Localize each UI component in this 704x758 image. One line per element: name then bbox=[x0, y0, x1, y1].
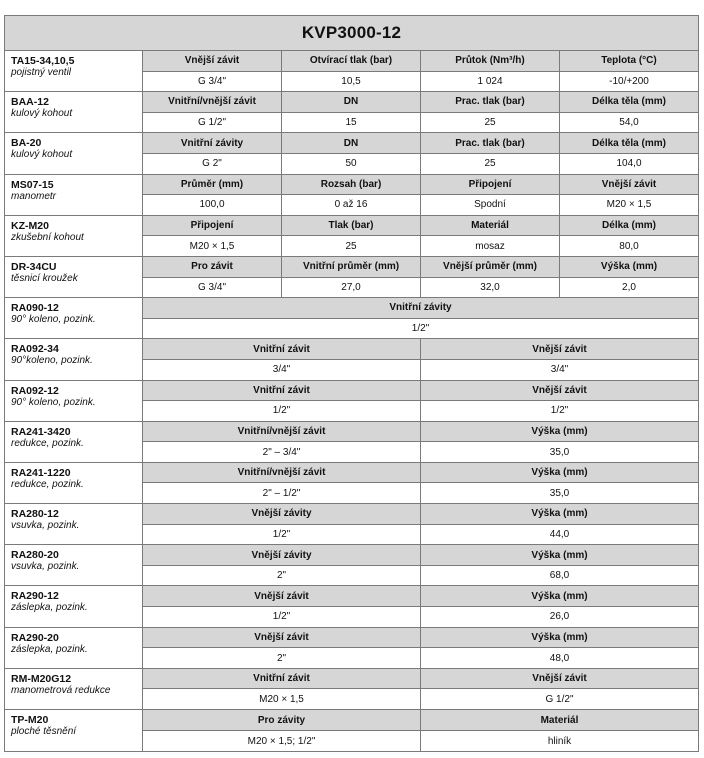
spec-value-cell: 2" bbox=[143, 566, 421, 586]
product-block bbox=[5, 628, 698, 669]
spec-header-cell: Vnitřní závit bbox=[143, 669, 421, 689]
spec-grid bbox=[143, 504, 698, 544]
spec-value-cell: mosaz bbox=[421, 236, 560, 256]
spec-header-row bbox=[143, 586, 698, 607]
product-name-cell bbox=[5, 92, 143, 132]
spec-grid bbox=[143, 133, 698, 173]
spec-value-cell: 1 024 bbox=[421, 72, 560, 92]
spec-header-cell: Výška (mm) bbox=[531, 508, 588, 520]
spec-value-cell: G 1/2" bbox=[143, 113, 282, 133]
product-block bbox=[5, 463, 698, 504]
spec-header-cell: Vnitřní/vnější závit bbox=[143, 92, 282, 112]
product-code: KZ-M20 bbox=[11, 219, 49, 232]
spec-value-cell: 25 bbox=[282, 236, 421, 256]
spec-value-row bbox=[143, 72, 698, 92]
spec-header-row bbox=[143, 422, 698, 443]
spec-header-cell: Pro závit bbox=[143, 257, 282, 277]
product-code: BAA-12 bbox=[11, 96, 49, 109]
spec-value-cell: 35,0 bbox=[549, 487, 570, 499]
product-block bbox=[5, 339, 698, 380]
product-description: záslepka, pozink. bbox=[11, 643, 88, 655]
spec-header-cell: Vnější závit bbox=[143, 628, 421, 648]
sheet-title: KVP3000-12 bbox=[5, 16, 698, 51]
spec-header-cell: Vnitřní závit bbox=[143, 381, 421, 401]
spec-value-cell: 1/2" bbox=[550, 405, 569, 417]
spec-header-row bbox=[143, 175, 698, 196]
product-code: RA092-12 bbox=[11, 384, 59, 397]
spec-header-cell: Materiál bbox=[540, 714, 579, 726]
spec-header-row bbox=[143, 710, 698, 731]
spec-header-row bbox=[143, 51, 698, 72]
spec-header-cell: Výška (mm) bbox=[531, 631, 588, 643]
spec-header-row bbox=[143, 463, 698, 484]
spec-value-row bbox=[143, 360, 698, 380]
spec-value-cell: 100,0 bbox=[143, 195, 282, 215]
spec-header-cell: Rozsah (bar) bbox=[282, 175, 421, 195]
product-description: vsuvka, pozink. bbox=[11, 520, 80, 532]
spec-header-cell: DN bbox=[282, 133, 421, 153]
spec-header-cell: Výška (mm) bbox=[531, 467, 588, 479]
spec-header-cell: Vnitřní závity bbox=[389, 302, 452, 314]
product-block bbox=[5, 545, 698, 586]
product-name-cell bbox=[5, 216, 143, 256]
product-name-cell bbox=[5, 669, 143, 709]
spec-value-cell: 104,0 bbox=[616, 158, 642, 170]
spec-grid bbox=[143, 51, 698, 91]
spec-value-cell: G 2" bbox=[143, 154, 282, 174]
product-name-cell bbox=[5, 710, 143, 751]
spec-grid bbox=[143, 422, 698, 462]
spec-value-cell: 25 bbox=[421, 154, 560, 174]
product-block bbox=[5, 216, 698, 257]
spec-value-cell: G 3/4" bbox=[143, 72, 282, 92]
spec-value-cell: M20 × 1,5 bbox=[606, 199, 652, 211]
product-description: kulový kohout bbox=[11, 149, 73, 161]
product-list bbox=[5, 51, 698, 751]
spec-value-cell: 1/2" bbox=[143, 607, 421, 627]
spec-value-row bbox=[143, 525, 698, 545]
product-description: těsnicí kroužek bbox=[11, 272, 78, 284]
product-name-cell bbox=[5, 504, 143, 544]
product-description: redukce, pozink. bbox=[11, 478, 84, 490]
product-name-cell bbox=[5, 339, 143, 379]
spec-header-row bbox=[143, 298, 698, 319]
spec-value-cell: hliník bbox=[547, 735, 572, 747]
spec-header-row bbox=[143, 545, 698, 566]
product-code: DR-34CU bbox=[11, 260, 57, 273]
product-code: RA290-20 bbox=[11, 631, 59, 644]
spec-grid bbox=[143, 463, 698, 503]
product-code: RA280-12 bbox=[11, 508, 59, 521]
spec-header-row bbox=[143, 216, 698, 237]
spec-header-cell: Délka (mm) bbox=[602, 220, 656, 232]
spec-value-cell: 3/4" bbox=[143, 360, 421, 380]
spec-header-row bbox=[143, 381, 698, 402]
product-name-cell bbox=[5, 51, 143, 91]
spec-value-cell: 1/2" bbox=[143, 525, 421, 545]
spec-grid bbox=[143, 381, 698, 421]
spec-header-cell: Tlak (bar) bbox=[282, 216, 421, 236]
product-block bbox=[5, 504, 698, 545]
product-block bbox=[5, 381, 698, 422]
spec-header-cell: Připojení bbox=[143, 216, 282, 236]
product-block bbox=[5, 710, 698, 751]
spec-value-cell: 35,0 bbox=[549, 446, 570, 458]
product-description: kulový kohout bbox=[11, 108, 73, 120]
spec-header-cell: Výška (mm) bbox=[531, 590, 588, 602]
product-description: 90°koleno, pozink. bbox=[11, 355, 93, 367]
spec-header-cell: Materiál bbox=[421, 216, 560, 236]
spec-value-cell: 50 bbox=[282, 154, 421, 174]
spec-grid bbox=[143, 628, 698, 668]
product-name-cell bbox=[5, 545, 143, 585]
spec-header-cell: DN bbox=[282, 92, 421, 112]
product-code: MS07-15 bbox=[11, 178, 54, 191]
spec-header-row bbox=[143, 92, 698, 113]
spec-value-row bbox=[143, 319, 698, 339]
spec-header-cell: Vnější závit bbox=[532, 673, 587, 685]
spec-header-cell: Vnější závit bbox=[532, 384, 587, 396]
spec-sheet bbox=[4, 15, 699, 752]
spec-header-cell: Průměr (mm) bbox=[143, 175, 282, 195]
spec-header-cell: Teplota (°C) bbox=[601, 55, 657, 67]
spec-grid bbox=[143, 216, 698, 256]
spec-value-cell: -10/+200 bbox=[609, 75, 649, 87]
spec-value-cell: G 1/2" bbox=[545, 693, 574, 705]
product-description: pojistný ventil bbox=[11, 67, 72, 78]
product-block bbox=[5, 51, 698, 92]
spec-header-row bbox=[143, 628, 698, 649]
product-description: záslepka, pozink. bbox=[11, 602, 88, 614]
spec-header-cell: Vnitřní závit bbox=[143, 339, 421, 359]
spec-value-cell: M20 × 1,5; 1/2" bbox=[143, 731, 421, 751]
spec-header-cell: Vnější závit bbox=[532, 343, 587, 355]
spec-header-cell: Prac. tlak (bar) bbox=[421, 92, 560, 112]
spec-value-cell: M20 × 1,5 bbox=[143, 689, 421, 709]
spec-value-cell: 2" bbox=[143, 648, 421, 668]
spec-grid bbox=[143, 710, 698, 751]
product-block bbox=[5, 175, 698, 216]
product-description: ploché těsnění bbox=[11, 726, 77, 737]
spec-value-cell: 48,0 bbox=[549, 652, 570, 664]
spec-value-cell: 26,0 bbox=[549, 611, 570, 623]
product-name-cell bbox=[5, 586, 143, 626]
product-name-cell bbox=[5, 381, 143, 421]
spec-header-row bbox=[143, 257, 698, 278]
spec-header-cell: Pro závity bbox=[143, 710, 421, 730]
spec-header-cell: Délka těla (mm) bbox=[592, 137, 666, 149]
product-description: zkušební kohout bbox=[11, 231, 84, 243]
spec-header-cell: Vnější závit bbox=[143, 51, 282, 71]
spec-value-row bbox=[143, 195, 698, 215]
spec-value-row bbox=[143, 483, 698, 503]
spec-value-row bbox=[143, 401, 698, 421]
product-block bbox=[5, 92, 698, 133]
spec-value-row bbox=[143, 731, 698, 751]
product-name-cell bbox=[5, 463, 143, 503]
product-code: TA15-34,10,5 bbox=[11, 55, 75, 67]
spec-value-cell: 44,0 bbox=[549, 528, 570, 540]
product-block bbox=[5, 422, 698, 463]
product-block bbox=[5, 586, 698, 627]
product-block bbox=[5, 257, 698, 298]
product-description: 90° koleno, pozink. bbox=[11, 314, 96, 326]
spec-value-cell: 10,5 bbox=[282, 72, 421, 92]
spec-header-cell: Výška (mm) bbox=[531, 425, 588, 437]
product-code: RA092-34 bbox=[11, 343, 59, 356]
spec-value-cell: 3/4" bbox=[550, 364, 569, 376]
spec-header-row bbox=[143, 133, 698, 154]
spec-value-row bbox=[143, 648, 698, 668]
spec-header-cell: Připojení bbox=[421, 175, 560, 195]
spec-header-cell: Průtok (Nm³/h) bbox=[421, 51, 560, 71]
product-block bbox=[5, 133, 698, 174]
spec-value-row bbox=[143, 236, 698, 256]
spec-value-cell: 80,0 bbox=[619, 240, 639, 252]
spec-value-row bbox=[143, 607, 698, 627]
spec-header-row bbox=[143, 339, 698, 360]
spec-grid bbox=[143, 257, 698, 297]
spec-value-row bbox=[143, 566, 698, 586]
spec-value-row bbox=[143, 154, 698, 174]
product-description: redukce, pozink. bbox=[11, 437, 84, 449]
spec-value-cell: Spodní bbox=[421, 195, 560, 215]
spec-header-cell: Vnitřní/vnější závit bbox=[143, 422, 421, 442]
product-code: TP-M20 bbox=[11, 714, 49, 726]
product-name-cell bbox=[5, 422, 143, 462]
product-name-cell bbox=[5, 298, 143, 338]
spec-value-cell: 1/2" bbox=[411, 323, 430, 335]
spec-header-cell: Vnitřní závity bbox=[143, 133, 282, 153]
spec-header-cell: Prac. tlak (bar) bbox=[421, 133, 560, 153]
spec-grid bbox=[143, 339, 698, 379]
spec-value-cell: 2,0 bbox=[622, 281, 636, 293]
product-name-cell bbox=[5, 628, 143, 668]
spec-header-cell: Vnější závity bbox=[143, 504, 421, 524]
spec-value-cell: 25 bbox=[421, 113, 560, 133]
spec-value-cell: 2" – 3/4" bbox=[143, 442, 421, 462]
spec-header-cell: Vnitřní/vnější závit bbox=[143, 463, 421, 483]
spec-grid bbox=[143, 92, 698, 132]
product-code: RA241-1220 bbox=[11, 466, 71, 479]
spec-value-cell: 15 bbox=[282, 113, 421, 133]
spec-value-cell: 32,0 bbox=[421, 278, 560, 298]
product-code: RA290-12 bbox=[11, 590, 59, 603]
spec-value-cell: G 3/4" bbox=[143, 278, 282, 298]
product-description: 90° koleno, pozink. bbox=[11, 396, 96, 408]
spec-header-cell: Délka těla (mm) bbox=[592, 96, 666, 108]
spec-header-cell: Otvírací tlak (bar) bbox=[282, 51, 421, 71]
spec-value-cell: 27,0 bbox=[282, 278, 421, 298]
spec-value-cell: 0 až 16 bbox=[282, 195, 421, 215]
spec-grid bbox=[143, 175, 698, 215]
spec-grid bbox=[143, 545, 698, 585]
spec-value-cell: 2" – 1/2" bbox=[143, 483, 421, 503]
product-code: RA090-12 bbox=[11, 302, 59, 315]
spec-grid bbox=[143, 298, 698, 338]
product-description: manometrová redukce bbox=[11, 684, 111, 696]
product-description: manometr bbox=[11, 190, 57, 202]
spec-header-cell: Vnitřní průměr (mm) bbox=[282, 257, 421, 277]
product-block bbox=[5, 298, 698, 339]
product-code: BA-20 bbox=[11, 137, 42, 150]
spec-value-row bbox=[143, 113, 698, 133]
spec-header-cell: Výška (mm) bbox=[600, 261, 658, 273]
spec-value-cell: 1/2" bbox=[143, 401, 421, 421]
product-description: vsuvka, pozink. bbox=[11, 561, 80, 573]
product-code: RA280-20 bbox=[11, 549, 59, 562]
spec-value-cell: M20 × 1,5 bbox=[143, 236, 282, 256]
spec-header-cell: Vnější závity bbox=[143, 545, 421, 565]
spec-value-row bbox=[143, 689, 698, 709]
spec-value-cell: 68,0 bbox=[549, 570, 570, 582]
spec-grid bbox=[143, 586, 698, 626]
product-name-cell bbox=[5, 133, 143, 173]
spec-grid bbox=[143, 669, 698, 709]
product-name-cell bbox=[5, 257, 143, 297]
spec-header-cell: Výška (mm) bbox=[531, 549, 588, 561]
spec-value-cell: 54,0 bbox=[619, 117, 639, 129]
spec-header-row bbox=[143, 504, 698, 525]
spec-header-cell: Vnější průměr (mm) bbox=[421, 257, 560, 277]
product-code: RA241-3420 bbox=[11, 425, 71, 438]
product-block bbox=[5, 669, 698, 710]
spec-value-row bbox=[143, 278, 698, 298]
spec-value-row bbox=[143, 442, 698, 462]
product-name-cell bbox=[5, 175, 143, 215]
spec-header-cell: Vnější závit bbox=[601, 178, 657, 190]
spec-header-row bbox=[143, 669, 698, 690]
product-code: RM-M20G12 bbox=[11, 672, 72, 685]
spec-header-cell: Vnější závit bbox=[143, 586, 421, 606]
